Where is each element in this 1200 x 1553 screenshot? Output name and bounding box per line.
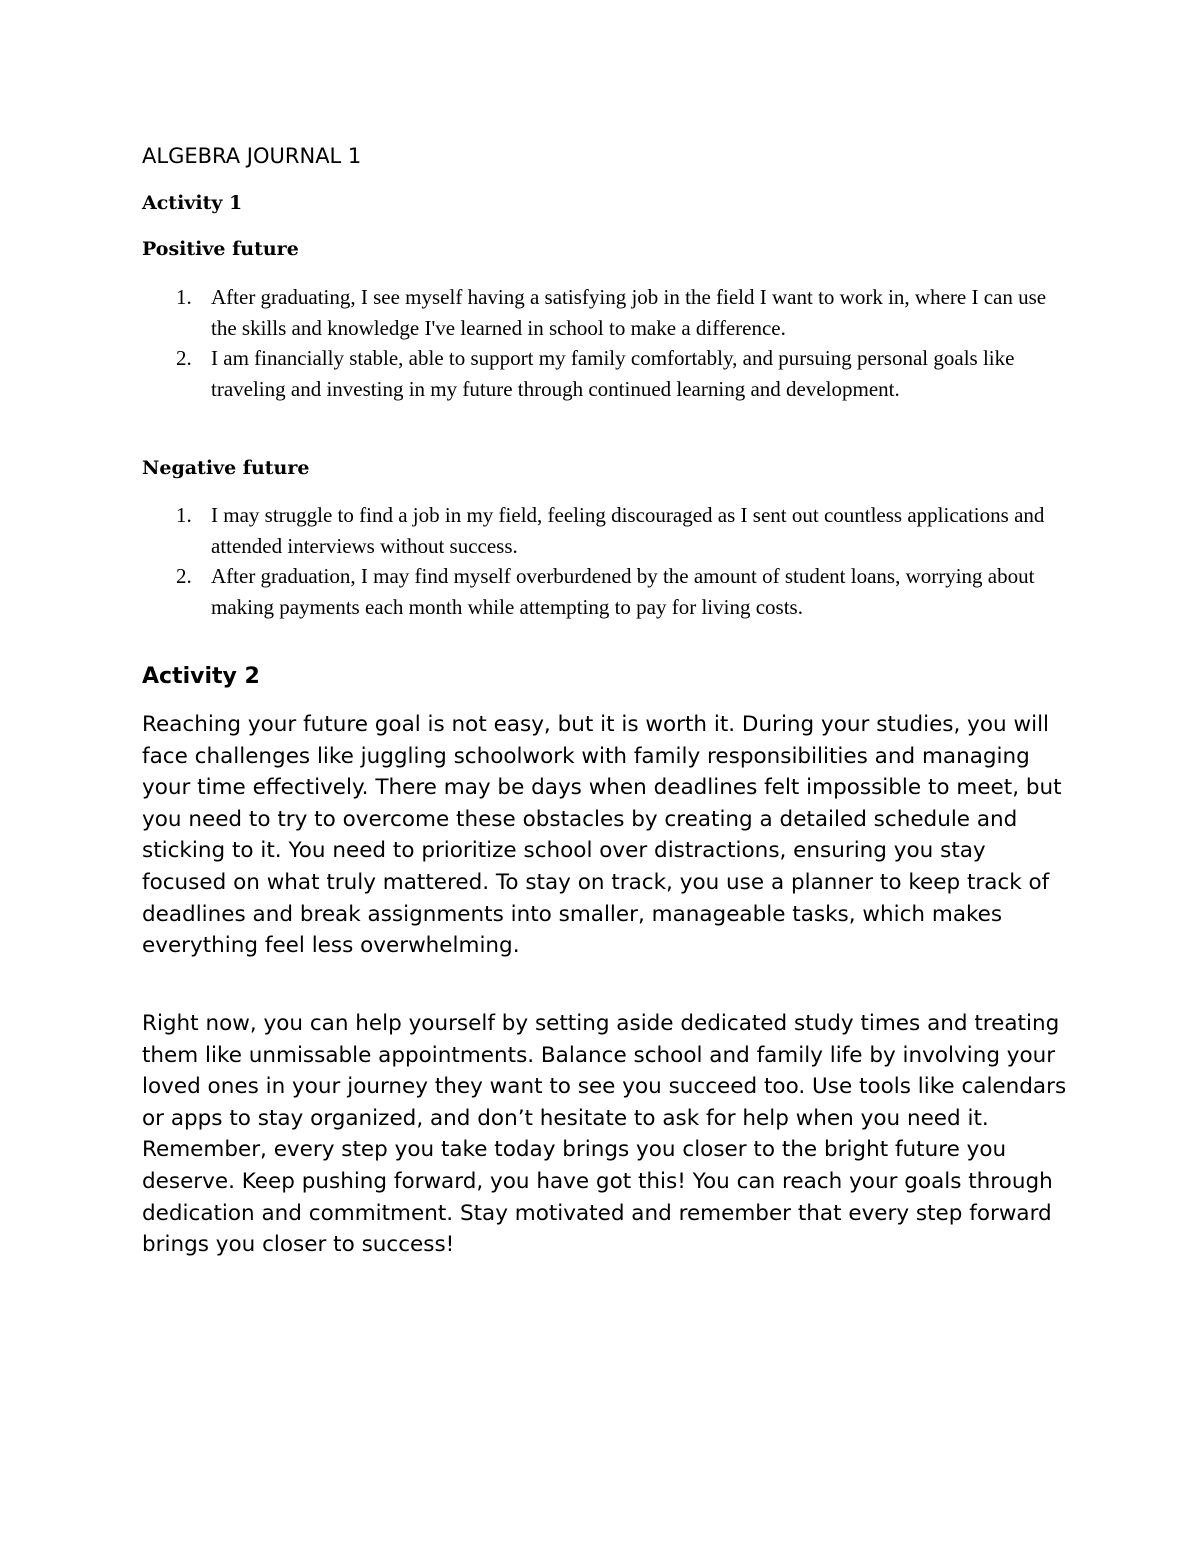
list-item-number: 1. — [176, 503, 192, 527]
list-item — [142, 282, 1072, 343]
list-item-text: After graduation, I may find myself overburdened by the amount of student loans, worrying about making payments each month while attempting to pay for living costs. — [211, 564, 1035, 619]
list-item — [142, 561, 1072, 622]
negative-future-heading: Negative future — [142, 457, 310, 479]
activity-2-paragraph-1: Reaching your future goal is not easy, but it is worth it. During your studies, you will face challenges like juggling schoolwork with family responsibilities and managing your time effectively. There may be days when deadlines felt impossible to meet, but you need to try to overcome these obstacles by creating a detailed schedule and sticking to it. You need to prioritize school over distractions, ensuring you stay focused on what truly mattered. To stay on track, you use a planner to keep track of deadlines and break assignments into smaller, manageable tasks, which makes everything feel less overwhelming. — [142, 712, 1062, 959]
list-item-text: I may struggle to find a job in my field, feeling discouraged as I sent out countless applications and attended interviews without success. — [211, 503, 1045, 558]
activity-2-heading: Activity 2 — [142, 664, 260, 689]
list-item-number: 2. — [176, 564, 192, 588]
positive-future-heading: Positive future — [142, 238, 299, 260]
negative-future-list — [142, 500, 1072, 622]
list-item-text: I am financially stable, able to support my family comfortably, and pursuing personal goals like traveling and investing in my future through continued learning and development. — [211, 346, 1015, 401]
list-item-text: After graduating, I see myself having a satisfying job in the field I want to work in, where I can use the skills and knowledge I've learned in school to make a difference. — [211, 285, 1047, 340]
activity-1-heading: Activity 1 — [142, 192, 243, 214]
activity-2-paragraph-2: Right now, you can help yourself by setting aside dedicated study times and treating them like unmissable appointments. Balance school and family life by involving your loved ones in your journey they want to see you succeed too. Use tools like calendars or apps to stay organized, and don’t hesitate to ask for help when you need it. Remember, every step you take today brings you closer to the bright future you deserve. Keep pushing forward, you have got this! You can reach your goals through dedication and commitment. Stay motivated and remember that every step forward brings you closer to success! — [142, 1011, 1067, 1258]
list-item-number: 1. — [176, 285, 192, 309]
list-item — [142, 343, 1072, 404]
positive-future-list — [142, 282, 1072, 404]
document-title: ALGEBRA JOURNAL 1 — [142, 144, 362, 168]
list-item — [142, 500, 1072, 561]
list-item-number: 2. — [176, 346, 192, 370]
